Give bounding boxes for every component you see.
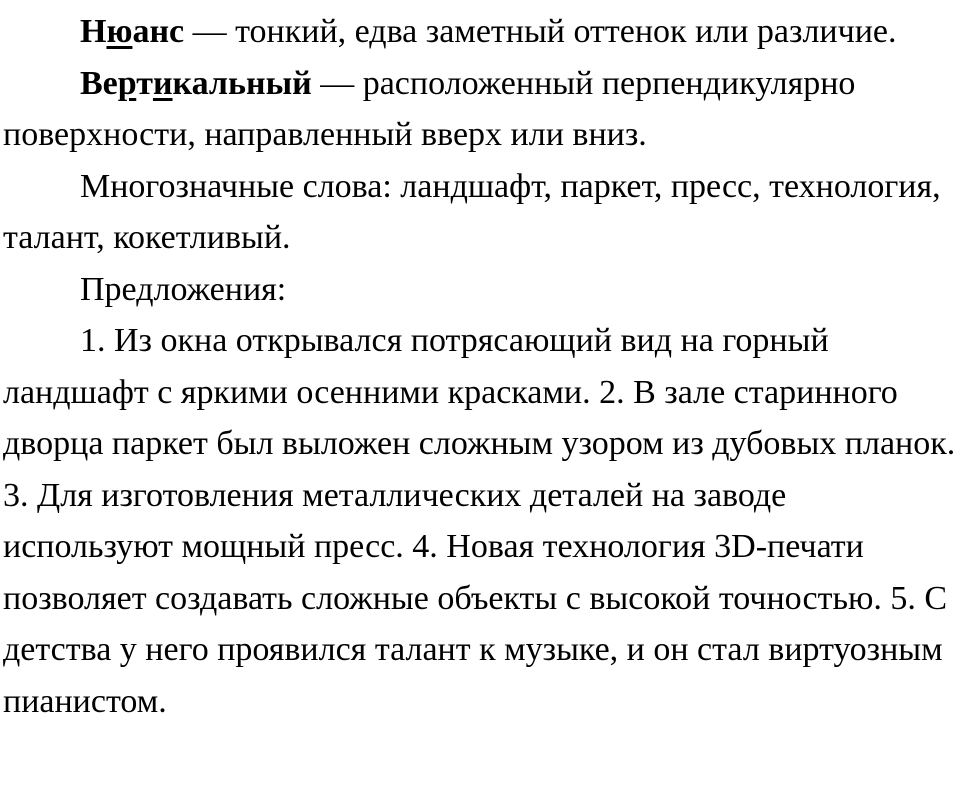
sentences-paragraph: 1. Из окна открывался потрясающий вид на горный ландшафт с яркими осенними красками. 2. В зале старинного дворца паркет был выложен сложным узором из дубовых планок. 3. Для изготовления металлических деталей на заводе используют мощный пресс. 4. Новая технология 3D-печати позволяет создавать сложные объекты с высокой точностью. 5. С детства у него проявился талант к музыке, и он стал виртуозным пианистом. xyxy=(3,322,956,720)
definition-nuance-text: — тонкий, едва заметный оттенок или различие. xyxy=(184,13,897,50)
definition-nuance xyxy=(3,6,956,58)
term-vertical xyxy=(80,65,312,102)
term-vertical-part: т xyxy=(136,64,153,102)
definition-vertical xyxy=(3,58,956,161)
stressed-letter: и xyxy=(152,64,173,102)
term-nuance xyxy=(80,13,184,50)
stressed-letter: р xyxy=(117,64,137,102)
term-nuance-part: Н xyxy=(80,13,107,50)
term-vertical-part: Ве xyxy=(80,64,118,102)
stressed-letter: ю xyxy=(106,13,133,50)
definition-vertical-text: — расположенный перпендикулярно поверхности, направленный вверх или вниз. xyxy=(3,64,856,153)
term-vertical-part: кальный xyxy=(172,64,312,102)
term-nuance-part: анс xyxy=(132,13,185,50)
sentences-heading: Предложения: xyxy=(80,270,287,308)
polysemous-words-paragraph: Многозначные слова: ландшафт, паркет, пресс, технология, талант, кокетливый. xyxy=(3,167,941,256)
